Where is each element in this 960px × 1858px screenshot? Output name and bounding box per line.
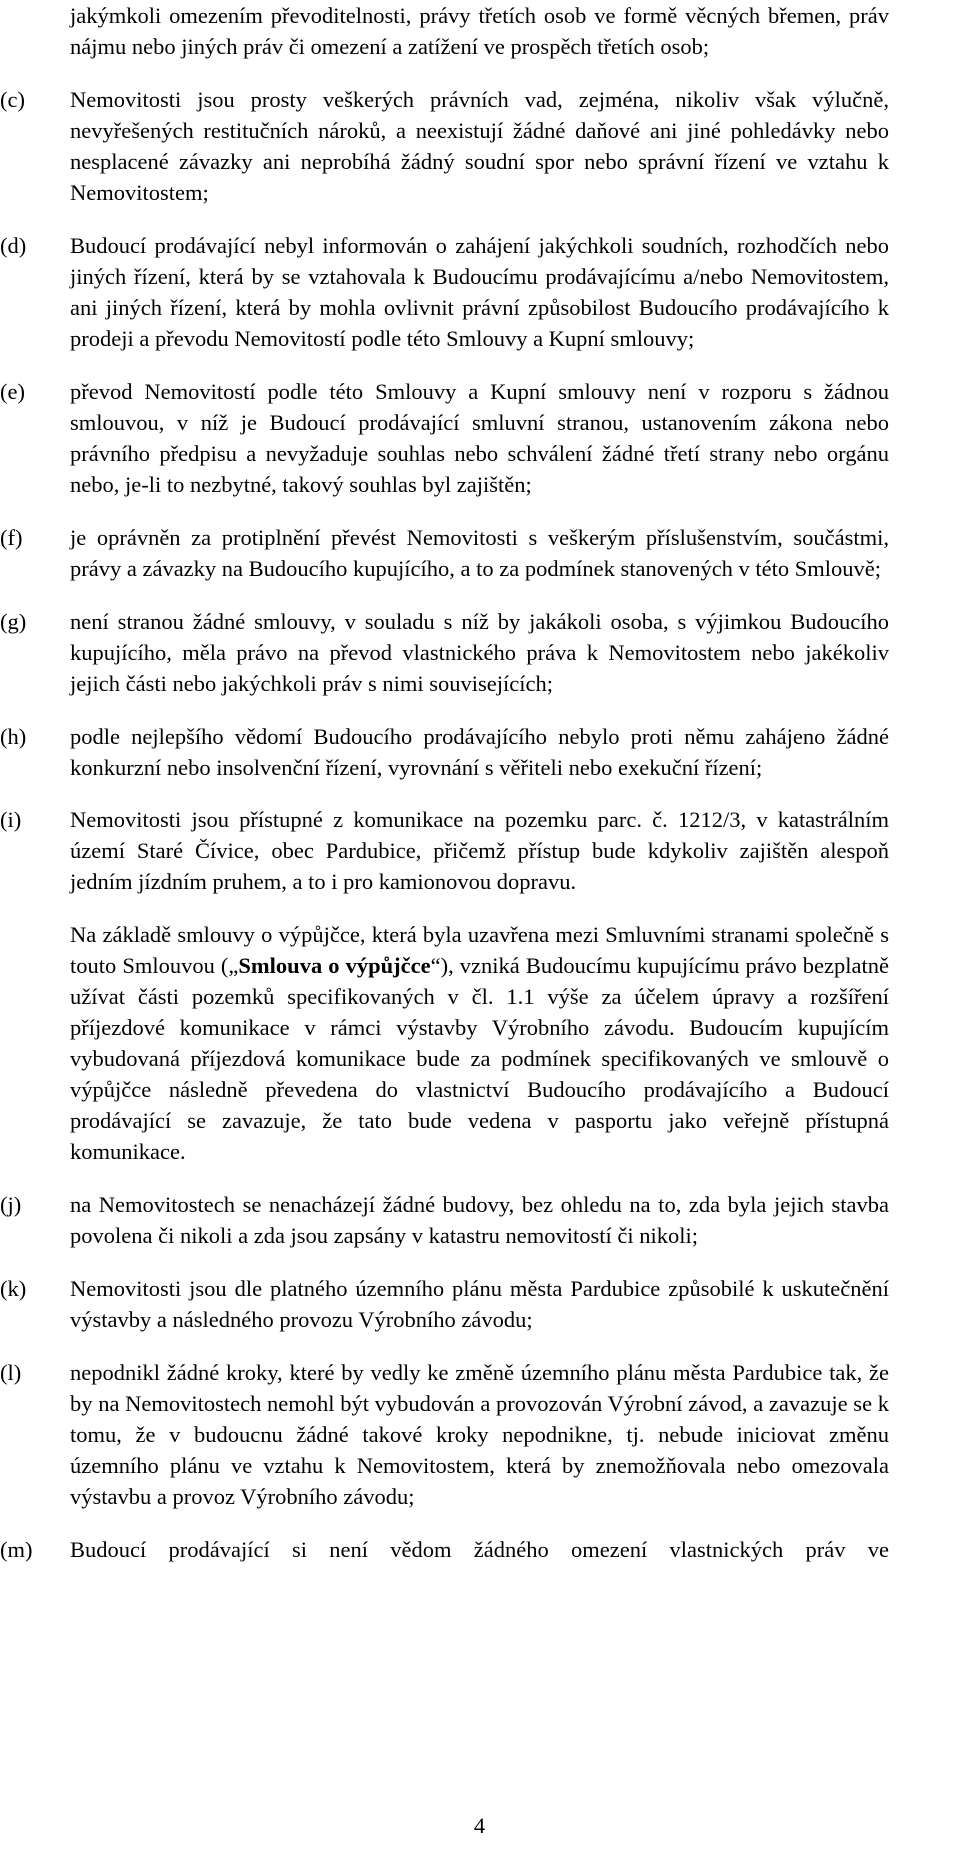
loan-text-before: Na základě smlouvy o výpůjčce, která byla uzavřena mezi Smluvními stranami společně s touto Smlouvou („ <box>70 922 889 978</box>
clause-text: není stranou žádné smlouvy, v souladu s níž by jakákoli osoba, s výjimkou Budoucího kupujícího, měla právo na převod vlastnického práva k Nemovitostem nebo jakékoliv jejich části nebo jakýchkoli práv s nimi souvisejících; <box>70 609 889 696</box>
clause-label: (i) <box>0 807 22 832</box>
loan-agreement-paragraph <box>0 919 889 1167</box>
page-number: 4 <box>473 1813 486 1838</box>
clause-text: je oprávněn za protiplnění převést Nemovitosti s veškerým příslušenstvím, součástmi, právy a závazky na Budoucího kupujícího, a to za podmínek stanovených v této Smlouvě; <box>70 525 889 581</box>
clause-text: na Nemovitostech se nenacházejí žádné budovy, bez ohledu na to, zda byla jejich stavba povolena či nikoli a zda jsou zapsány v katastru nemovitostí či nikoli; <box>70 1192 889 1248</box>
clause-label: (h) <box>0 724 27 749</box>
clause-c <box>0 84 889 208</box>
clause-label: (d) <box>0 233 27 258</box>
clause-text: Nemovitosti jsou prosty veškerých právních vad, zejména, nikoliv však výlučně, nevyřešených restitučních nároků, a neexistují žádné daňové ani jiné pohledávky nebo nesplacené závazky ani neprobíhá žádný soudní spor nebo správní řízení ve vztahu k Nemovitostem; <box>70 87 889 205</box>
loan-text-after: “), vzniká Budoucímu kupujícímu právo bezplatně užívat části pozemků specifikovaných v čl. 1.1 výše za účelem úpravy a rozšíření příjezdové komunikace v rámci výstavby Výrobního závodu. Budoucím kupujícím vybudovaná příjezdová komunikace bude za podmínek specifikovaných ve smlouvě o výpůjčce následně převedena do vlastnictví Budoucího prodávajícího a Budoucí prodávající se zavazuje, že tato bude vedena v pasportu jako veřejně přístupná komunikace. <box>70 953 890 1164</box>
clause-f <box>0 522 889 584</box>
clause-label: (g) <box>0 609 27 634</box>
clause-label: (m) <box>0 1537 33 1562</box>
clause-label: (j) <box>0 1192 22 1217</box>
clause-label: (f) <box>0 525 23 550</box>
clause-text: převod Nemovitostí podle této Smlouvy a Kupní smlouvy není v rozporu s žádnou smlouvou, v níž je Budoucí prodávající smluvní stranou, ustanovením zákona nebo právního předpisu a nevyžaduje souhlas nebo schválení žádné třetí strany nebo orgánu nebo, je-li to nezbytné, takový souhlas byl zajištěn; <box>70 379 889 497</box>
clause-h <box>0 721 889 783</box>
clause-m <box>0 1534 889 1565</box>
clause-label: (k) <box>0 1276 27 1301</box>
clause-e <box>0 376 889 500</box>
clause-label: (l) <box>0 1360 22 1385</box>
clause-text: podle nejlepšího vědomí Budoucího prodávajícího nebylo proti němu zahájeno žádné konkurzní nebo insolvenční řízení, vyrovnání s věřiteli nebo exekuční řízení; <box>70 724 889 780</box>
clause-text: Budoucí prodávající nebyl informován o zahájení jakýchkoli soudních, rozhodčích nebo jiných řízení, která by se vztahovala k Budoucímu prodávajícímu a/nebo Nemovitostem, ani jiných řízení, která by mohla ovlivnit právní způsobilost Budoucího prodávajícího k prodeji a převodu Nemovitostí podle této Smlouvy a Kupní smlouvy; <box>70 233 889 351</box>
loan-defined-term: Smlouva o výpůjčce <box>238 953 431 978</box>
clause-label: (e) <box>0 379 25 404</box>
clause-text: Nemovitosti jsou dle platného územního plánu města Pardubice způsobilé k uskutečnění výstavby a následného provozu Výrobního závodu; <box>70 1276 889 1332</box>
clause-g <box>0 606 889 699</box>
clause-d <box>0 230 889 354</box>
clause-b-continuation: jakýmkoli omezením převoditelnosti, právy třetích osob ve formě věcných břemen, práv nájmu nebo jiných práv či omezení a zatížení ve prospěch třetích osob; <box>70 3 889 59</box>
clause-text: nepodnikl žádné kroky, které by vedly ke změně územního plánu města Pardubice tak, že by na Nemovitostech nemohl být vybudován a provozován Výrobní závod, a zavazuje se k tomu, že v budoucnu žádné takové kroky nepodnikne, tj. nebude iniciovat změnu územního plánu ve vztahu k Nemovitostem, která by znemožňovala nebo omezovala výstavbu a provoz Výrobního závodu; <box>70 1360 889 1509</box>
clause-l <box>0 1357 889 1512</box>
clause-text: Nemovitosti jsou přístupné z komunikace na pozemku parc. č. 1212/3, v katastrálním území Staré Čívice, obec Pardubice, přičemž přístup bude kdykoliv zajištěn alespoň jedním jízdním pruhem, a to i pro kamionovou dopravu. <box>70 807 889 894</box>
clause-i <box>0 804 889 897</box>
clause-text: Budoucí prodávající si není vědom žádného omezení vlastnických práv ve <box>70 1537 889 1562</box>
clause-k <box>0 1273 889 1335</box>
clause-label: (c) <box>0 87 25 112</box>
clause-j <box>0 1189 889 1251</box>
